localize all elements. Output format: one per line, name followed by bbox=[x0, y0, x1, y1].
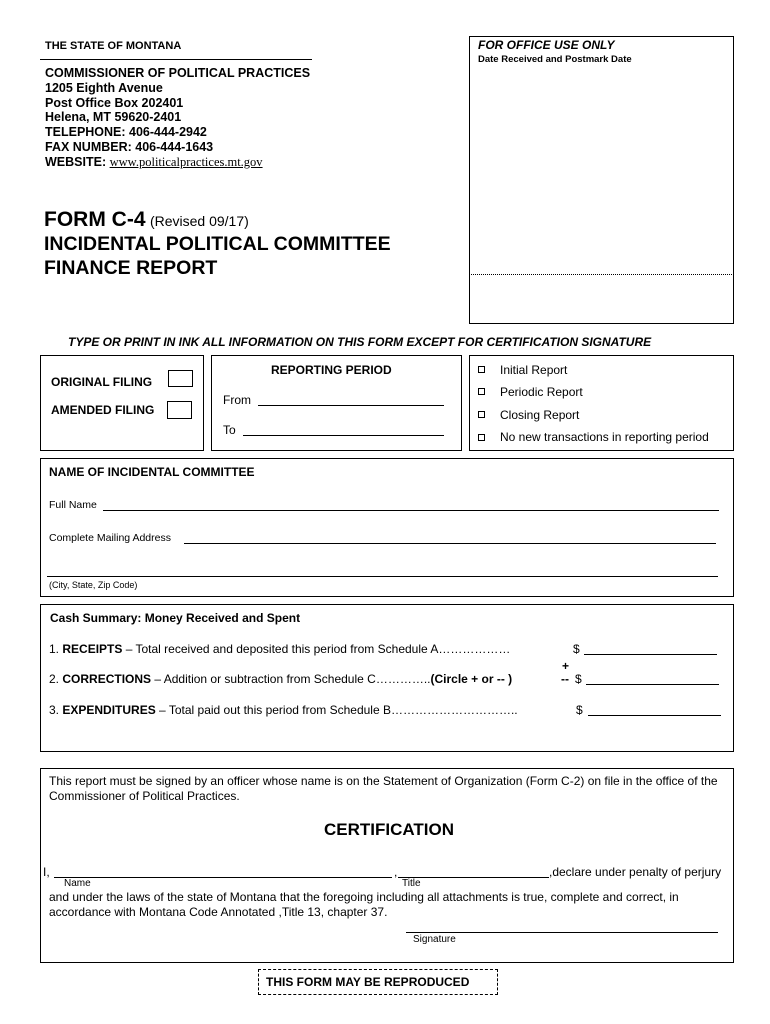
mailing-address-label: Complete Mailing Address bbox=[49, 532, 171, 544]
amended-filing-checkbox[interactable] bbox=[167, 401, 192, 419]
agency-fax: FAX NUMBER: 406-444-1643 bbox=[45, 139, 214, 154]
agency-website bbox=[45, 155, 310, 170]
reproduce-notice: THIS FORM MAY BE REPRODUCED bbox=[266, 975, 470, 989]
cash-summary-title: Cash Summary: Money Received and Spent bbox=[50, 611, 301, 625]
certification-title: CERTIFICATION bbox=[324, 820, 455, 839]
certifier-name-field[interactable] bbox=[54, 865, 392, 878]
committee-title: NAME OF INCIDENTAL COMMITTEE bbox=[49, 465, 255, 479]
agency-address-1: 1205 Eighth Avenue bbox=[45, 80, 163, 95]
full-name-field[interactable] bbox=[103, 498, 719, 511]
certification-comma: , bbox=[394, 865, 398, 879]
no-transactions-label: No new transactions in reporting period bbox=[500, 430, 709, 444]
no-transactions-checkbox[interactable] bbox=[478, 434, 485, 441]
office-use-subtitle: Date Received and Postmark Date bbox=[478, 54, 632, 65]
agency-block bbox=[45, 66, 310, 170]
period-from-field[interactable] bbox=[258, 393, 444, 406]
form-title-line-1: INCIDENTAL POLITICAL COMMITTEE bbox=[44, 233, 391, 255]
office-use-box bbox=[469, 36, 734, 324]
receipts-dollar: $ bbox=[573, 642, 580, 656]
agency-telephone: TELEPHONE: 406-444-2942 bbox=[45, 125, 207, 140]
periodic-report-label: Periodic Report bbox=[500, 385, 583, 399]
closing-report-label: Closing Report bbox=[500, 408, 580, 422]
city-state-zip-label: (City, State, Zip Code) bbox=[49, 580, 138, 590]
certification-declare: ,declare under penalty of perjury bbox=[549, 865, 722, 879]
receipts-label: RECEIPTS bbox=[62, 642, 123, 656]
form-number-line bbox=[44, 208, 249, 232]
correction-plus-sign: + bbox=[562, 659, 570, 673]
expenditures-line bbox=[49, 703, 518, 717]
instruction-text: TYPE OR PRINT IN INK ALL INFORMATION ON THIS FORM EXCEPT FOR CERTIFICATION SIGNATURE bbox=[68, 335, 652, 349]
name-caption: Name bbox=[64, 878, 91, 889]
periodic-report-checkbox[interactable] bbox=[478, 388, 485, 395]
receipts-number: 1. bbox=[49, 642, 60, 656]
initial-report-label: Initial Report bbox=[500, 363, 568, 377]
expenditures-number: 3. bbox=[49, 703, 60, 717]
full-name-label: Full Name bbox=[49, 499, 97, 511]
website-link[interactable]: www.politicalpractices.mt.gov bbox=[109, 154, 263, 169]
corrections-number: 2. bbox=[49, 672, 60, 686]
city-state-zip-field[interactable] bbox=[47, 564, 718, 577]
state-heading: THE STATE OF MONTANA bbox=[45, 40, 182, 52]
period-to-label: To bbox=[223, 423, 236, 437]
form-number: FORM C-4 bbox=[44, 208, 146, 231]
office-use-title: FOR OFFICE USE ONLY bbox=[478, 38, 615, 52]
signature-field[interactable] bbox=[406, 920, 718, 933]
corrections-dollar: $ bbox=[575, 672, 582, 686]
corrections-label: CORRECTIONS bbox=[62, 672, 152, 686]
certification-intro: This report must be signed by an officer whose name is on the Statement of Organization (Form C-2) on file in the office of the Commissioner of Political Practices. bbox=[49, 774, 718, 803]
form-title-line-2: FINANCE REPORT bbox=[44, 257, 218, 279]
website-label: WEBSITE: bbox=[45, 154, 107, 169]
receipts-line bbox=[49, 642, 510, 656]
expenditures-dollar: $ bbox=[576, 703, 583, 717]
expenditures-amount-field[interactable] bbox=[588, 703, 721, 716]
certification-body: and under the laws of the state of Montana that the foregoing including all attachments is true, complete and correct, in accordance with Montana Code Annotated ,Title 13, chapter 37. bbox=[49, 890, 679, 919]
mailing-address-field[interactable] bbox=[184, 531, 716, 544]
office-use-divider bbox=[469, 274, 734, 275]
header-divider bbox=[40, 59, 312, 60]
expenditures-description: – Total paid out this period from Schedule B………………………….. bbox=[155, 703, 518, 717]
reporting-period-title: REPORTING PERIOD bbox=[271, 363, 392, 377]
period-to-field[interactable] bbox=[243, 423, 444, 436]
signature-caption: Signature bbox=[413, 934, 456, 945]
certifier-title-field[interactable] bbox=[398, 865, 549, 878]
original-filing-checkbox[interactable] bbox=[168, 370, 193, 387]
receipts-description: – Total received and deposited this period from Schedule A……………… bbox=[122, 642, 511, 656]
corrections-amount-field[interactable] bbox=[586, 672, 719, 685]
original-filing-label: ORIGINAL FILING bbox=[51, 375, 153, 389]
corrections-circle-note: (Circle + or -- ) bbox=[430, 672, 513, 686]
amended-filing-label: AMENDED FILING bbox=[51, 403, 155, 417]
title-caption: Title bbox=[402, 878, 421, 889]
expenditures-label: EXPENDITURES bbox=[62, 703, 156, 717]
certification-i: I, bbox=[43, 865, 50, 879]
closing-report-checkbox[interactable] bbox=[478, 411, 485, 418]
receipts-amount-field[interactable] bbox=[584, 642, 717, 655]
corrections-description: – Addition or subtraction from Schedule C………….. bbox=[151, 672, 431, 686]
correction-minus-sign: -- bbox=[561, 672, 569, 686]
corrections-line bbox=[49, 672, 512, 686]
agency-name: COMMISSIONER OF POLITICAL PRACTICES bbox=[45, 66, 311, 80]
initial-report-checkbox[interactable] bbox=[478, 366, 485, 373]
period-from-label: From bbox=[223, 393, 251, 407]
agency-address-2: Post Office Box 202401 bbox=[45, 95, 184, 110]
agency-address-3: Helena, MT 59620-2401 bbox=[45, 110, 182, 125]
form-revised: (Revised 09/17) bbox=[149, 213, 249, 229]
